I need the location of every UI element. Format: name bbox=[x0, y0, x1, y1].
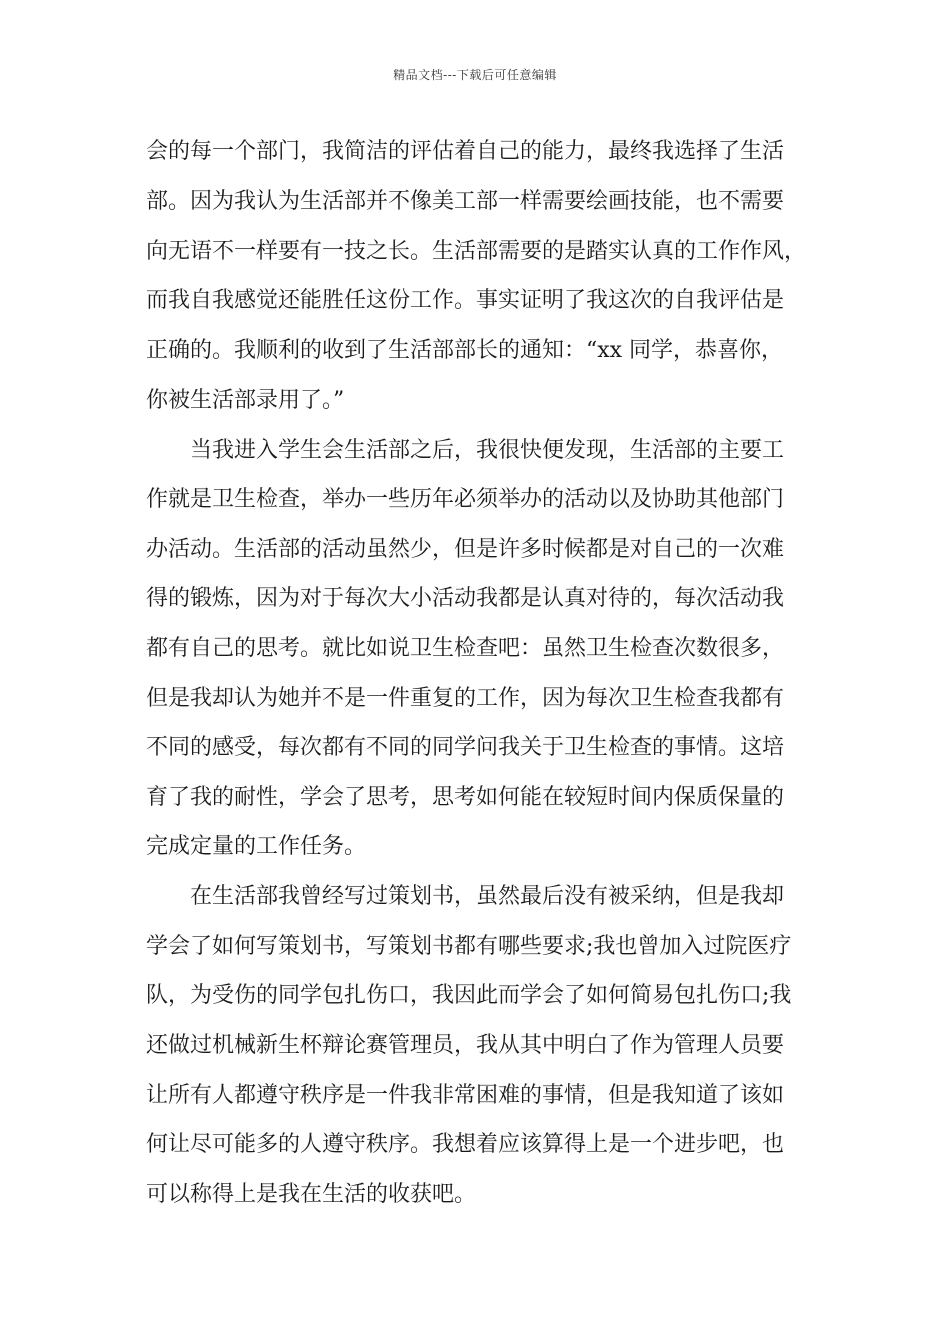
text-line: 得的锻炼，因为对于每次大小活动我都是认真对待的，每次活动我 bbox=[146, 586, 785, 611]
text-line: 队，为受伤的同学包扎伤口，我因此而学会了如何简易包扎伤口;我 bbox=[146, 983, 792, 1008]
text-line: 会的每一个部门，我简洁的评估着自己的能力，最终我选择了生活 bbox=[146, 139, 785, 164]
text-line: 办活动。生活部的活动虽然少，但是许多时候都是对自己的一次难 bbox=[146, 537, 785, 562]
text-line: 你被生活部录用了。” bbox=[146, 388, 345, 413]
text-line: 正确的。我顺利的收到了生活部部长的通知：“xx 同学，恭喜你， bbox=[146, 338, 784, 363]
text-line: 当我进入学生会生活部之后，我很快便发现，生活部的主要工 bbox=[190, 438, 785, 463]
text-line: 完成定量的工作任务。 bbox=[146, 834, 367, 859]
text-line: 但是我却认为她并不是一件重复的工作，因为每次卫生检查我都有 bbox=[146, 686, 785, 711]
text-line: 何让尽可能多的人遵守秩序。我想着应该算得上是一个进步吧，也 bbox=[146, 1132, 785, 1157]
text-line: 在生活部我曾经写过策划书，虽然最后没有被采纳，但是我却 bbox=[190, 884, 785, 909]
text-line: 作就是卫生检查，举办一些历年必须举办的活动以及协助其他部门 bbox=[146, 487, 785, 512]
text-line: 育了我的耐性，学会了思考，思考如何能在较短时间内保质保量的 bbox=[146, 785, 785, 810]
text-line: 让所有人都遵守秩序是一件我非常困难的事情，但是我知道了该如 bbox=[146, 1083, 785, 1108]
text-line: 学会了如何写策划书，写策划书都有哪些要求;我也曾加入过院医疗 bbox=[146, 934, 792, 959]
text-line: 可以称得上是我在生活的收获吧。 bbox=[146, 1182, 477, 1207]
page-header: 精品文档---下载后可任意编辑 bbox=[393, 68, 557, 82]
text-line: 向无语不一样要有一技之长。生活部需要的是踏实认真的工作作风， bbox=[146, 239, 807, 264]
text-line: 还做过机械新生杯辩论赛管理员，我从其中明白了作为管理人员要 bbox=[146, 1033, 785, 1058]
text-line: 而我自我感觉还能胜任这份工作。事实证明了我这次的自我评估是 bbox=[146, 288, 785, 313]
text-line: 不同的感受，每次都有不同的同学问我关于卫生检查的事情。这培 bbox=[146, 735, 785, 760]
text-line: 部。因为我认为生活部并不像美工部一样需要绘画技能，也不需要 bbox=[146, 189, 785, 214]
text-line: 都有自己的思考。就比如说卫生检查吧：虽然卫生检查次数很多， bbox=[146, 636, 785, 661]
